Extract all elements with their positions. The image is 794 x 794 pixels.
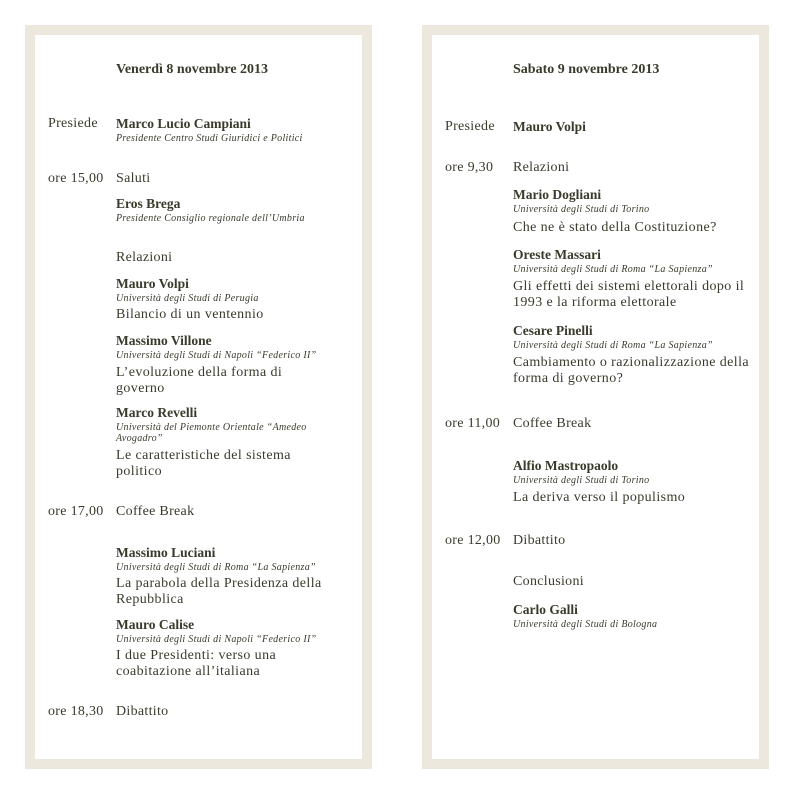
session-label: Coffee Break [513, 416, 592, 431]
speaker-affiliation: Presidente Centro Studi Giuridici e Politici [116, 133, 303, 144]
session-label: Relazioni [513, 160, 570, 175]
talk-title: L’evoluzione della forma di governo [116, 365, 283, 396]
time-label: ore 11,00 [445, 416, 501, 431]
speaker-name: Cesare Pinelli [513, 323, 593, 338]
speaker-affiliation: Università degli Studi di Roma “La Sapienza” [513, 340, 713, 351]
speaker-name: Mauro Calise [116, 617, 195, 632]
speaker-affiliation: Università degli Studi di Perugia [116, 293, 259, 304]
talk-title: Che ne è stato della Costituzione? [513, 220, 717, 235]
speaker-affiliation: Università degli Studi di Roma “La Sapienza” [513, 264, 713, 275]
session-label: Dibattito [513, 533, 566, 548]
speaker-name: Mauro Volpi [513, 119, 586, 134]
speaker-name: Oreste Massari [513, 247, 601, 262]
speaker-name: Carlo Galli [513, 602, 578, 617]
preside-label: Presiede [48, 116, 98, 131]
panel-saturday-inner [432, 35, 759, 759]
speaker-name: Mauro Volpi [116, 276, 189, 291]
speaker-affiliation: Università degli Studi di Napoli “Federico II” [116, 634, 317, 645]
time-label: ore 18,30 [48, 704, 104, 719]
panel-saturday [422, 25, 769, 769]
session-label: Coffee Break [116, 504, 195, 519]
speaker-name: Mario Dogliani [513, 187, 602, 202]
talk-title: Le caratteristiche del sistema politico [116, 448, 291, 479]
day-heading: Venerdì 8 novembre 2013 [116, 62, 269, 77]
session-label: Relazioni [116, 250, 173, 265]
speaker-name: Massimo Luciani [116, 545, 216, 560]
speaker-name: Eros Brega [116, 196, 181, 211]
speaker-affiliation: Presidente Consiglio regionale dell’Umbria [116, 213, 305, 224]
speaker-name: Marco Lucio Campiani [116, 116, 251, 131]
time-label: ore 12,00 [445, 533, 501, 548]
speaker-affiliation: Università degli Studi di Torino [513, 204, 650, 215]
speaker-name: Massimo Villone [116, 333, 212, 348]
speaker-name: Alfio Mastropaolo [513, 458, 619, 473]
time-label: ore 9,30 [445, 160, 494, 175]
talk-title: Bilancio di un ventennio [116, 307, 264, 322]
speaker-name: Marco Revelli [116, 405, 198, 420]
talk-title: I due Presidenti: verso una coabitazione all’italiana [116, 648, 277, 679]
speaker-affiliation: Università degli Studi di Roma “La Sapienza” [116, 562, 316, 573]
preside-label: Presiede [445, 119, 495, 134]
time-label: ore 15,00 [48, 171, 104, 186]
session-label: Saluti [116, 171, 151, 186]
day-heading: Sabato 9 novembre 2013 [513, 62, 660, 77]
talk-title: La deriva verso il populismo [513, 490, 686, 505]
time-label: ore 17,00 [48, 504, 104, 519]
session-label: Conclusioni [513, 574, 584, 589]
speaker-affiliation: Università degli Studi di Napoli “Federico II” [116, 350, 317, 361]
talk-title: Gli effetti dei sistemi elettorali dopo il 1993 e la riforma elettorale [513, 279, 745, 310]
session-label: Dibattito [116, 704, 169, 719]
speaker-affiliation: Università degli Studi di Torino [513, 475, 650, 486]
speaker-affiliation: Università degli Studi di Bologna [513, 619, 658, 630]
talk-title: Cambiamento o razionalizzazione della forma di governo? [513, 355, 749, 386]
speaker-affiliation: Università del Piemonte Orientale “Amedeo Avogadro” [116, 422, 307, 444]
panel-friday-inner [35, 35, 362, 759]
talk-title: La parabola della Presidenza della Repubblica [116, 576, 322, 607]
panel-friday [25, 25, 372, 769]
